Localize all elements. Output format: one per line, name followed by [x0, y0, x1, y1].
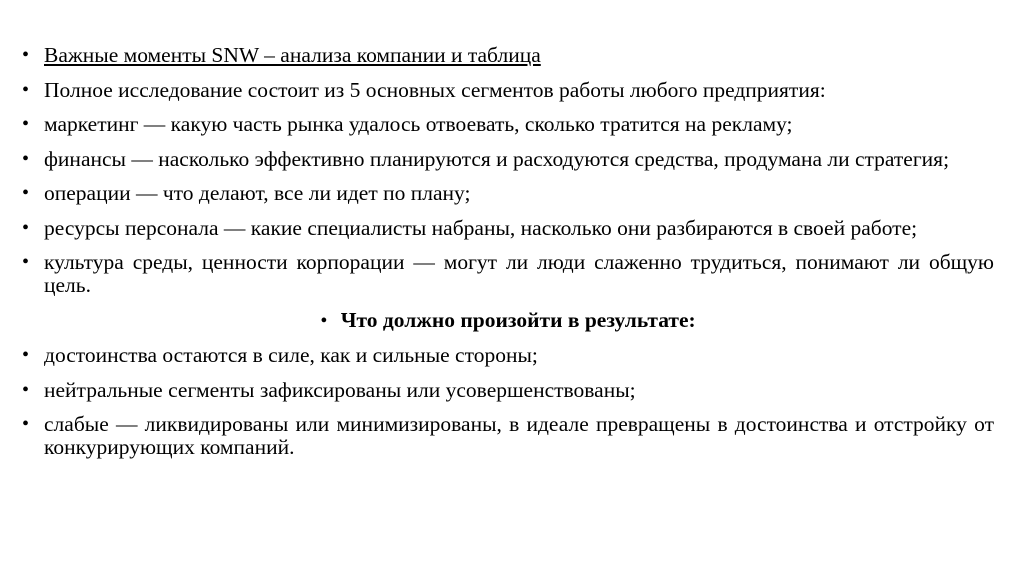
bullet-icon: • [22, 378, 30, 401]
list-item-text: достоинства остаются в силе, как и сильные стороны; [44, 343, 538, 367]
bullet-icon: • [22, 182, 30, 204]
list-item [22, 182, 994, 205]
bullet-icon: • [22, 44, 30, 66]
list-item [22, 251, 994, 297]
bullet-icon: • [22, 216, 30, 239]
bullet-icon: • [22, 251, 30, 273]
list-item-text: маркетинг — какую часть рынка удалось отвоевать, сколько тратится на рекламу; [44, 112, 793, 136]
list-item-text: культура среды, ценности корпорации — могут ли люди слаженно трудиться, понимают ли общую цель. [44, 250, 994, 297]
list-item-text: операции — что делают, все ли идет по плану; [44, 181, 471, 205]
bullet-icon: • [22, 147, 30, 170]
list-item [22, 217, 994, 240]
list-item-text: Полное исследование состоит из 5 основных сегментов работы любого предприятия: [44, 77, 826, 102]
list-item [22, 344, 994, 367]
list-item-text: нейтральные сегменты зафиксированы или усовершенствованы; [44, 377, 636, 402]
bullet-icon: • [320, 309, 328, 332]
bullet-icon: • [22, 344, 30, 366]
bullet-icon: • [22, 78, 30, 101]
list-item [22, 148, 994, 171]
list-item [22, 79, 994, 102]
list-item-text: Важные моменты SNW – анализа компании и таблица [44, 43, 541, 67]
list-item-text: финансы — насколько эффективно планируются и расходуются средства, продумана ли стратегия; [44, 146, 950, 171]
section-heading-text: Что должно произойти в результате: [340, 307, 696, 332]
list-item [22, 379, 994, 402]
list-item-text: ресурсы персонала — какие специалисты набраны, насколько они разбираются в своей работе; [44, 215, 918, 240]
list-item [22, 44, 994, 67]
list-item [22, 413, 994, 459]
bullet-list [22, 44, 994, 471]
list-item [22, 113, 994, 136]
bullet-icon: • [22, 113, 30, 135]
bullet-icon: • [22, 413, 30, 435]
list-item-text: слабые — ликвидированы или минимизированы, в идеале превращены в достоинства и отстройку от конкурирующих компаний. [44, 412, 994, 459]
section-heading [22, 309, 994, 333]
